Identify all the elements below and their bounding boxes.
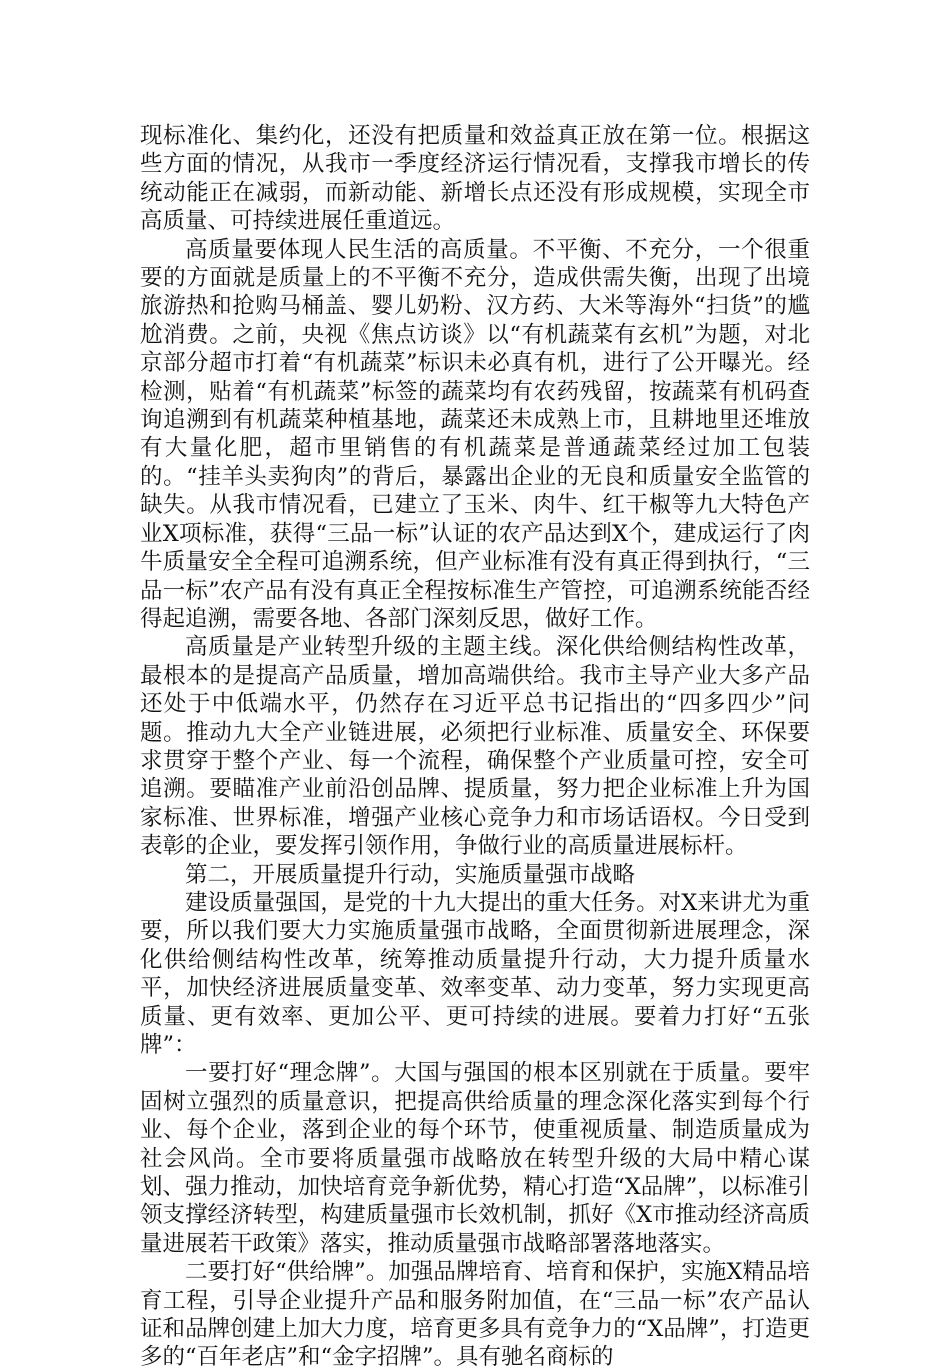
paragraph-quality-power: 建设质量强国，是党的十九大提出的重大任务。对X来讲尤为重要，所以我们要大力实施质量强市战略，全面贯彻新进展理念，深化供给侧结构性改革，统筹推动质量提升行动，大力提升质量水平，加快经济进展质量变革、效率变革、动力变革，努力实现更高质量、更有效率、更加公平、更可持续的进展。要着力打好“五张牌”： — [140, 889, 810, 1058]
section-heading-second: 第二，开展质量提升行动，实施质量强市战略 — [185, 861, 636, 888]
paragraph-continuation: 现标准化、集约化，还没有把质量和效益真正放在第一位。根据这些方面的情况，从我市一季度经济运行情况看，支撑我市增长的传统动能正在减弱，而新动能、新增长点还没有形成规模，实现全市高质量、可持续进展任重道远。 — [140, 123, 810, 235]
paragraph-people-quality: 高质量要体现人民生活的高质量。不平衡、不充分，一个很重要的方面就是质量上的不平衡不充分，造成供需失衡，出现了出境旅游热和抢购马桶盖、婴儿奶粉、汉方药、大米等海外“扫货”的尴尬消费。之前，央视《焦点访谈》以“有机蔬菜有玄机”为题，对北京部分超市打着“有机蔬菜”标识未必真有机，进行了公开曝光。经检测，贴着“有机蔬菜”标签的蔬菜均有农药残留，按蔬菜有机码查询追溯到有机蔬菜种植基地，蔬菜还未成熟上市，且耕地里还堆放有大量化肥，超市里销售的有机蔬菜是普通蔬菜经过加工包装的。“挂羊头卖狗肉”的背后，暴露出企业的无良和质量安全监管的缺失。从我市情况看，已建立了玉米、肉牛、红干椒等九大特色产业X项标准，获得“三品一标”认证的农产品达到X个，建成运行了肉牛质量安全全程可追溯系统，但产业标准有没有真正得到执行，“三品一标”农产品有没有真正全程按标准生产管控，可追溯系统能否经得起追溯，需要各地、各部门深刻反思，做好工作。 — [140, 236, 810, 632]
document-body — [140, 122, 810, 1372]
paragraph-concept-card: 一要打好“理念牌”。大国与强国的根本区别就在于质量。要牢固树立强烈的质量意识，把提高供给质量的理念深化落实到每个行业、每个企业，落到企业的每个环节，使重视质量、制造质量成为社会风尚。全市要将质量强市战略放在转型升级的大局中精心谋划、强力推动，加快培育竞争新优势，精心打造“X品牌”，以标准引领支撑经济转型，构建质量强市长效机制，抓好《X市推动经济高质量进展若干政策》落实，推动质量强市战略部署落地落实。 — [140, 1060, 810, 1257]
paragraph-supply-card: 二要打好“供给牌”。加强品牌培育、培育和保护，实施X精品培育工程，引导企业提升产品和服务附加值，在“三品一标”农产品认证和品牌创建上加大力度，培育更多具有竞争力的“X品牌”，打造更多的“百年老店”和“金字招牌”。具有驰名商标的 — [140, 1259, 810, 1371]
paragraph-industry-upgrade: 高质量是产业转型升级的主题主线。深化供给侧结构性改革，最根本的是提高产品质量，增加高端供给。我市主导产业大多产品还处于中低端水平，仍然存在习近平总书记指出的“四多四少”问题。推动九大全产业链进展，必须把行业标准、质量安全、环保要求贯穿于整个产业、每一个流程，确保整个产业质量可控，安全可追溯。要瞄准产业前沿创品牌、提质量，努力把企业标准上升为国家标准、世界标准，增强产业核心竞争力和市场话语权。今日受到表彰的企业，要发挥引领作用，争做行业的高质量进展标杆。 — [140, 634, 810, 860]
